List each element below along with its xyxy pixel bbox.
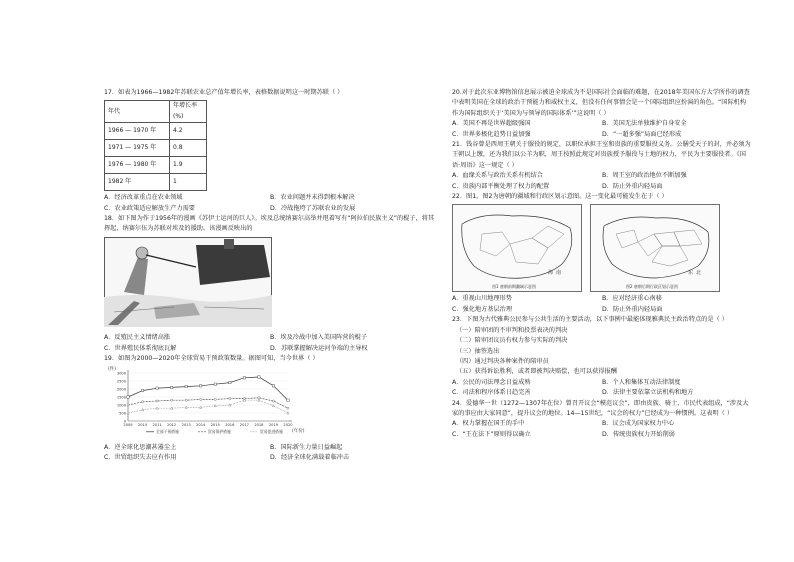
option[interactable]: D．苏联掌握解决运河争端的主导权 <box>270 344 368 352</box>
data-point <box>258 376 260 378</box>
data-point <box>141 409 143 411</box>
series-line <box>128 377 288 400</box>
data-point <box>229 398 231 400</box>
data-point <box>156 400 158 402</box>
q23-stem: 23．下图为古代雅典公民参与公共生活的主要活动，以下事例中最能体现雅典民主政治特点的是（ ） <box>452 316 728 324</box>
q19-options-row1 <box>104 443 436 453</box>
x-tick-label: 2011 <box>152 423 162 428</box>
option[interactable]: C．贵族内部平衡处理了权力的配置 <box>452 182 550 190</box>
map-caption: 图1 唐朝前期疆域示意图 <box>492 284 536 290</box>
map-label: 南 <box>556 270 562 277</box>
chart-series <box>127 376 289 414</box>
option[interactable]: B．埃及冷战中加入美国阵营的棍子 <box>270 334 368 342</box>
option[interactable]: D．经济全球化满载着临冲击 <box>270 454 350 462</box>
data-point <box>272 385 274 387</box>
q19-stem: 19．如图为2000—2020年全球贸易干预政策数量。据图可知，当今世界（ ） <box>104 355 319 363</box>
chart-ylabel: (件) <box>108 367 117 373</box>
x-tick-label: 2014 <box>196 423 206 428</box>
option[interactable]: D．传统贵族权力开始削弱 <box>602 430 675 438</box>
tang-map-1 <box>452 204 582 292</box>
table-row <box>105 101 207 123</box>
x-tick-label: 2016 <box>225 423 235 428</box>
option[interactable]: C．农业政策适应解放生产力需要 <box>104 204 195 212</box>
q24-options-row2 <box>452 430 752 440</box>
list-item: （二）陪审团议员有权力参与实际的判决 <box>456 337 568 345</box>
data-point <box>185 386 187 388</box>
q17-stem: 17．如表为1966—1982年苏联农业总产值年增长率，表格数据说明这一时期苏联（ ） <box>104 89 344 96</box>
y-tick-label: 1500 <box>116 395 126 400</box>
q17-table <box>104 100 207 191</box>
table-cell: 0.8 <box>170 140 207 157</box>
q23-options-row2 <box>452 388 752 398</box>
map-caption: 图2 唐朝后期行政区划示意图 <box>626 284 678 290</box>
table-cell: 1976 — 1980 年 <box>105 157 170 174</box>
q22-options-row1 <box>452 294 752 304</box>
q24-stem: 24．爱德华一世（1272—1307年在位）曾召开议会“模范议会”，即由贵族、骑士、市民代表组成，“涉及大家的事应由大家同意”，提升议会的地位。14—15世纪，“议会的权力”已经成为一种惯例。这表明（ ） <box>452 399 749 417</box>
option[interactable]: C．强化地方基层治理 <box>452 305 513 313</box>
option[interactable]: B．个人和集体互动法律制度 <box>602 378 681 386</box>
data-point <box>243 377 245 379</box>
table-header: 年增长率(%) <box>170 101 207 123</box>
option[interactable]: B．美国无法单独维护自身安全 <box>602 120 687 128</box>
x-tick-label: 2012 <box>167 423 177 428</box>
x-tick-label: 2020 <box>283 423 293 428</box>
y-tick-label: 3000 <box>116 371 126 376</box>
y-tick-label: 2000 <box>116 387 126 392</box>
option[interactable]: D．防止外重内轻局面 <box>602 305 663 313</box>
option[interactable]: A．经济改革重点在农业领域 <box>104 194 183 202</box>
tang-map-2 <box>590 204 720 292</box>
list-item: （三）抽签选出 <box>456 347 500 355</box>
option[interactable]: B．周王室的政治地位不断加强 <box>602 172 687 180</box>
data-point <box>287 408 289 410</box>
option[interactable]: A．反殖民主义情绪高涨 <box>104 334 171 342</box>
q20-options-row2 <box>452 130 752 140</box>
x-tick-label: 2017 <box>239 423 249 428</box>
left-column <box>104 88 436 464</box>
x-tick-label: 2009 <box>123 423 133 428</box>
option[interactable]: D．法律主要依靠立法机构和地方 <box>602 389 694 397</box>
data-point <box>200 385 202 387</box>
q18-stem: 18．如下图为作于1956年的漫画《苏伊士运河的巨人》。埃及总统纳赛尔高举并甩着写有“阿拉伯民族主义”的棍子，将其挥起，纳赛尔伍为苏联对埃及的援助。该漫画反映出的 <box>104 215 435 233</box>
table-cell: 1.9 <box>170 157 207 174</box>
q20-options-row1 <box>452 119 752 129</box>
option[interactable]: C．世界多极化趋势日益加强 <box>452 130 531 138</box>
data-point <box>272 405 274 407</box>
data-point <box>127 404 129 406</box>
data-point <box>141 401 143 403</box>
table-row <box>105 140 207 157</box>
x-tick-label: 2018 <box>254 423 264 428</box>
option[interactable]: C．司法和程序体系日趋完善 <box>452 389 531 397</box>
legend-label: 贸易保护措施 <box>208 429 231 435</box>
x-tick-label: 2013 <box>181 423 191 428</box>
legend-label: 全部干预措施 <box>156 429 179 435</box>
suez-cartoon-image <box>104 237 272 327</box>
table-cell: 4.2 <box>170 123 207 140</box>
q19-options-row2 <box>104 453 436 463</box>
option[interactable]: A．重视山川地理形势 <box>452 295 512 303</box>
chart-xlabel: (年份) <box>292 429 305 435</box>
table-row <box>105 123 207 140</box>
data-point <box>156 407 158 409</box>
option[interactable]: D．“一超多强”局面已经形成 <box>602 130 682 138</box>
data-point <box>171 400 173 402</box>
y-tick-label: 500 <box>119 411 126 416</box>
table-cell: 1 <box>170 174 207 191</box>
list-item: （五）获得诉讼胜利，或者即被判决赔偿，也可以获得报酬 <box>456 368 617 376</box>
y-tick-label: 2500 <box>116 379 126 384</box>
q21-stem: 21．钱谷曾是西周王朝关于服役的规定，以职位承担王室和贵族的重要服役义务。公膳受天子的封，并必须为王朝以上缴，还为我们以公羊为职，周王按照此规定对贵族授予服役与土地的权力，平民为主要服役者。《国语·周语》这一规定（ ） <box>452 141 751 169</box>
table-header: 年代 <box>105 101 170 123</box>
option[interactable]: B．农业问题并未得到根本解决 <box>270 194 355 202</box>
chart-legend <box>146 429 283 434</box>
option[interactable]: D．防止外重内轻局面 <box>602 182 663 190</box>
data-point <box>287 399 289 401</box>
x-tick-label: 2010 <box>137 423 148 428</box>
q23-items <box>452 326 752 378</box>
right-column <box>452 88 752 440</box>
data-point <box>229 382 231 384</box>
data-point <box>185 400 187 402</box>
q17-options-row2 <box>104 204 436 214</box>
list-item: （四）通过判决各种案件的陪审员 <box>456 357 549 365</box>
q21-options-row1 <box>452 171 752 181</box>
q22-maps <box>452 204 752 292</box>
chart-grid <box>128 370 292 421</box>
option[interactable]: A．血缘关系与政治关系有机结合 <box>452 172 543 180</box>
data-point <box>127 396 129 398</box>
option[interactable]: A．公民的司法理念日益成熟 <box>452 378 531 386</box>
q21-options-row2 <box>452 182 752 192</box>
map-label: 北 <box>696 270 702 277</box>
option[interactable]: B．议会成为国家权力中心 <box>602 420 675 428</box>
q18-options-row1 <box>104 333 436 343</box>
x-tick-label: 2019 <box>268 423 279 428</box>
option[interactable]: A．权力掌握在国王的手中 <box>452 420 525 428</box>
table-cell: 1966 — 1970 年 <box>105 123 170 140</box>
map-label: 海 <box>548 270 554 277</box>
option[interactable]: A．美国不再是世界超级强国 <box>452 120 531 128</box>
q23-options-row1 <box>452 378 752 388</box>
option[interactable]: C．“王在法下”原则得以确立 <box>452 430 531 438</box>
list-item: （一）陪审团的不审判和投票表决的判决 <box>456 326 568 334</box>
table-row <box>105 157 207 174</box>
option[interactable]: C．世贸组织失去应有作用 <box>104 454 177 462</box>
map-label: 东 <box>688 270 694 277</box>
option[interactable]: D．冷战拖垮了苏联农业的发展 <box>270 204 356 212</box>
option[interactable]: A．逆全球化思潮甚嚣尘上 <box>104 443 177 451</box>
q24-options-row1 <box>452 419 752 429</box>
data-point <box>272 400 274 402</box>
option[interactable]: B．国际新生力量日益崛起 <box>270 443 343 451</box>
q20-stem: 20.对于此次东亚博物馆信息展示被迫全球成为不是国际社会面临的难题，在2018年美国东方大学所作的调查中表明美国在全球的政治干预能力和威权主义，但没有任何事情会是一个国际组织应扮演的角色。“国际机构作为国际组织关于‘美国为与领导的国际体系’”这说明（ ） <box>452 89 750 117</box>
q18-options-row2 <box>104 344 436 354</box>
table-row <box>105 174 207 191</box>
data-point <box>214 383 216 385</box>
series-line <box>128 401 288 414</box>
table-cell: 1982 年 <box>105 174 170 191</box>
y-tick-label: 1000 <box>116 403 126 408</box>
data-point <box>156 387 158 389</box>
data-point <box>214 399 216 401</box>
option[interactable]: C．世界殖民体系彻底瓦解 <box>104 344 177 352</box>
option[interactable]: B．应对经济重心南移 <box>602 295 662 303</box>
q22-options-row2 <box>452 305 752 315</box>
legend-label: 贸易促进措施 <box>260 429 283 435</box>
table-cell: 1971 — 1975 年 <box>105 140 170 157</box>
data-point <box>170 387 172 389</box>
q17-options-row1 <box>104 193 436 203</box>
trade-intervention-chart <box>106 365 311 437</box>
q22-stem: 22．图1，图2为唐朝的疆域和行政区划示意图。这一变化最可能发生在于（ ） <box>452 193 668 201</box>
data-point <box>141 390 143 392</box>
y-tick-label: 0 <box>123 419 126 424</box>
data-point <box>200 399 202 401</box>
x-tick-label: 2015 <box>210 423 220 428</box>
